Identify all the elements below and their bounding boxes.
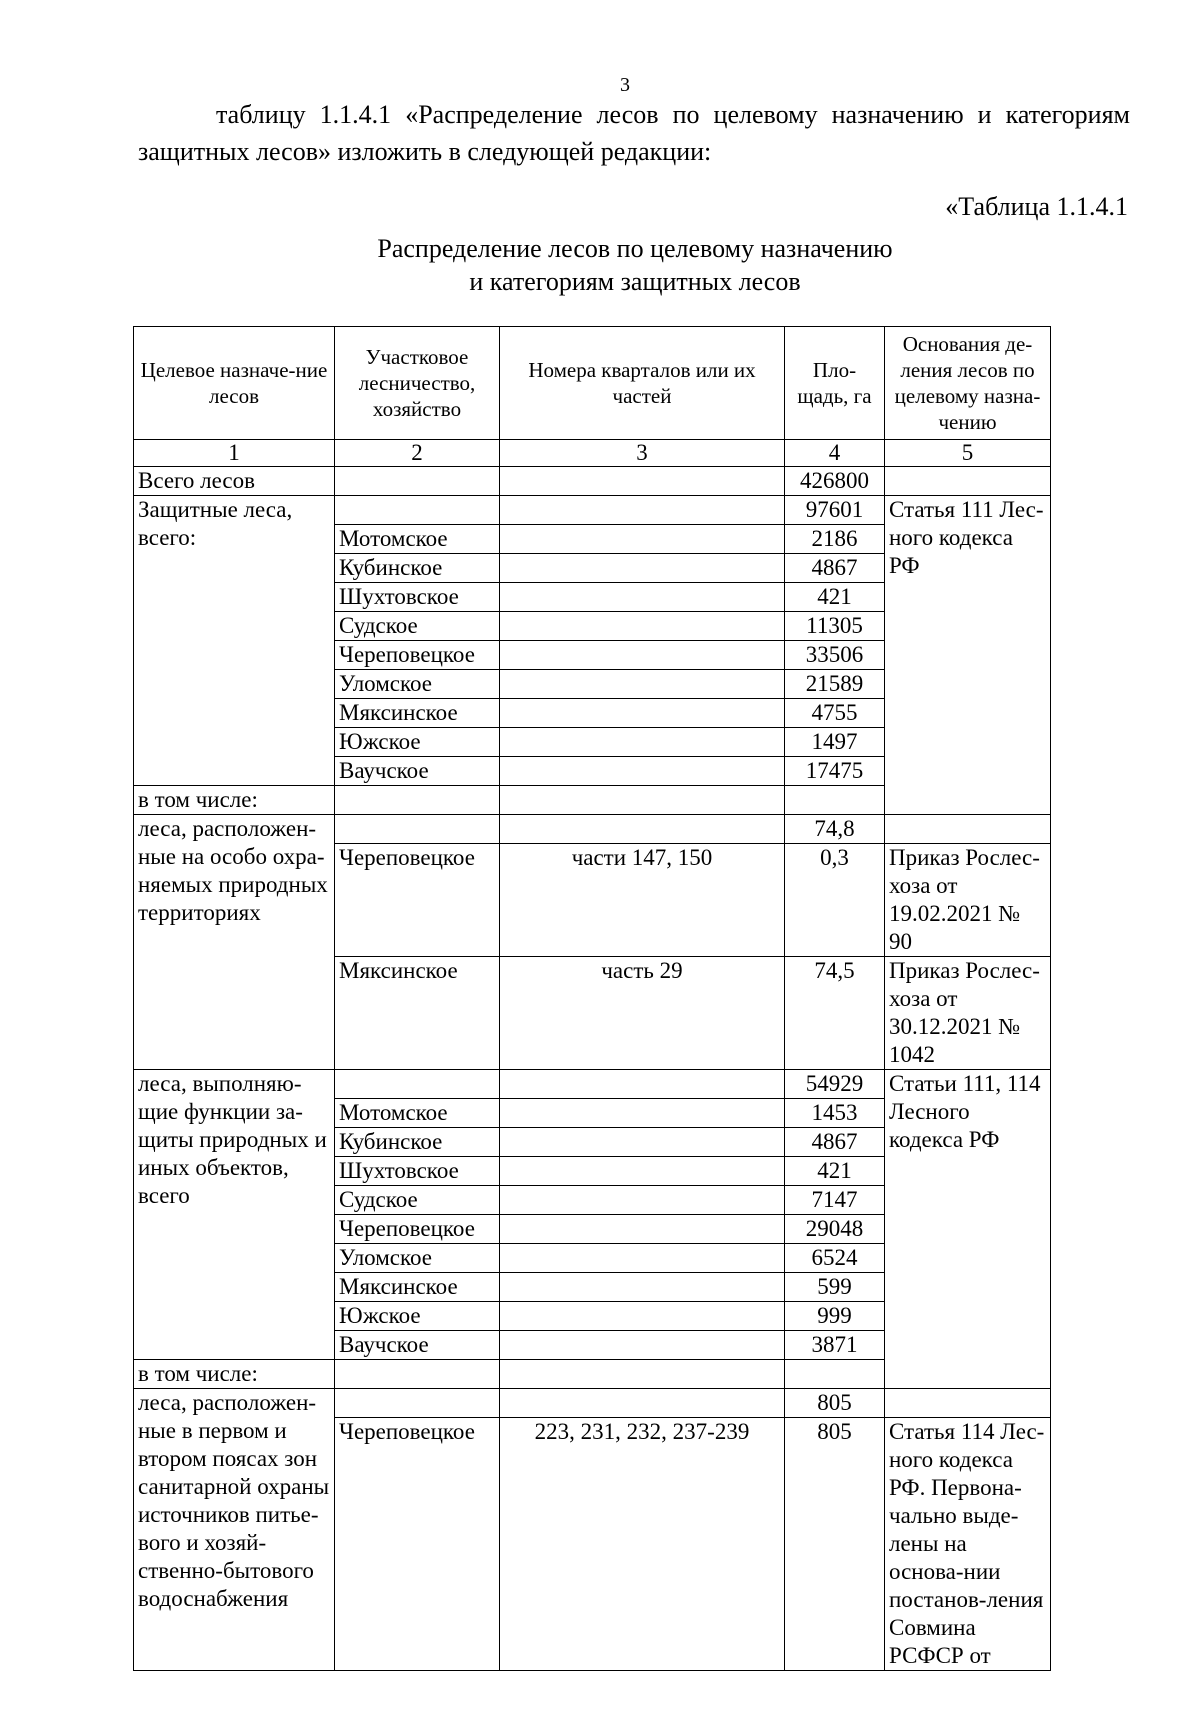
district-area: 6524 xyxy=(785,1244,885,1273)
district-name: Кубинское xyxy=(335,1128,500,1157)
table-row-oopt xyxy=(134,815,1051,844)
district-area: 0,3 xyxy=(785,844,885,957)
protective-basis: Статья 111 Лес-ного кодекса РФ xyxy=(885,496,1051,815)
district-area: 999 xyxy=(785,1302,885,1331)
district-area: 1453 xyxy=(785,1099,885,1128)
district-name: Ваучское xyxy=(335,757,500,786)
protective-label: Защитные леса, всего: xyxy=(134,496,335,786)
quarters: части 147, 150 xyxy=(500,844,785,957)
intro-text: таблицу 1.1.4.1 «Распределение лесов по целевому назначению и категориям защитных лесов» изложить в следующей редакции: xyxy=(138,100,1130,166)
district-name: Кубинское xyxy=(335,554,500,583)
district-area: 1497 xyxy=(785,728,885,757)
district-name: Уломское xyxy=(335,1244,500,1273)
col-number: 1 xyxy=(134,440,335,467)
district-area: 4867 xyxy=(785,1128,885,1157)
table-row-protective xyxy=(134,496,1051,525)
sanitary-label: леса, расположен-ные в первом и втором поясах зон санитарной охраны источников питье-вого и хозяй-ственно-бытового водоснабжения xyxy=(134,1389,335,1671)
col-number: 5 xyxy=(885,440,1051,467)
header-quarters: Номера кварталов или их частей xyxy=(500,327,785,440)
table-title xyxy=(340,232,930,298)
district-name: Шухтовское xyxy=(335,583,500,612)
header-district: Участковое лесничество, хозяйство xyxy=(335,327,500,440)
forest-distribution-table xyxy=(133,326,1051,1671)
total-label: Всего лесов xyxy=(134,467,335,496)
district-area: 7147 xyxy=(785,1186,885,1215)
district-name: Мотомское xyxy=(335,525,500,554)
table-title-line-2: и категориям защитных лесов xyxy=(469,267,801,296)
total-area: 426800 xyxy=(785,467,885,496)
header-basis: Основания де-ления лесов по целевому назна-чению xyxy=(885,327,1051,440)
oopt-label: леса, расположен-ные на особо охра-няемых природных территориях xyxy=(134,815,335,1070)
header-purpose: Целевое назначе-ние лесов xyxy=(134,327,335,440)
district-name: Мяксинское xyxy=(335,699,500,728)
quarters: 223, 231, 232, 237-239 xyxy=(500,1418,785,1671)
district-name: Череповецкое xyxy=(335,641,500,670)
col-number: 3 xyxy=(500,440,785,467)
table-row-functions xyxy=(134,1070,1051,1099)
district-area: 805 xyxy=(785,1418,885,1671)
table-row-sanitary xyxy=(134,1389,1051,1418)
district-name: Уломское xyxy=(335,670,500,699)
quarters: часть 29 xyxy=(500,957,785,1070)
header-row xyxy=(134,327,1051,440)
district-area: 33506 xyxy=(785,641,885,670)
functions-basis: Статьи 111, 114 Лесного кодекса РФ xyxy=(885,1070,1051,1389)
district-area: 421 xyxy=(785,583,885,612)
district-area: 21589 xyxy=(785,670,885,699)
district-name: Мяксинское xyxy=(335,1273,500,1302)
district-area: 3871 xyxy=(785,1331,885,1360)
col-number: 2 xyxy=(335,440,500,467)
oopt-basis: Приказ Рослес-хоза от 30.12.2021 № 1042 xyxy=(885,957,1051,1070)
district-name: Мяксинское xyxy=(335,957,500,1070)
sanitary-area: 805 xyxy=(785,1389,885,1418)
table-title-line-1: Распределение лесов по целевому назначению xyxy=(377,234,893,263)
district-area: 421 xyxy=(785,1157,885,1186)
sanitary-basis: Статья 114 Лес-ного кодекса РФ. Первона-чально выде-лены на основа-нии постанов-ления Совмина РСФСР от xyxy=(885,1418,1051,1671)
district-area: 2186 xyxy=(785,525,885,554)
oopt-area: 74,8 xyxy=(785,815,885,844)
district-name: Шухтовское xyxy=(335,1157,500,1186)
oopt-basis: Приказ Рослес-хоза от 19.02.2021 № 90 xyxy=(885,844,1051,957)
including-label: в том числе: xyxy=(134,1360,335,1389)
district-name: Южское xyxy=(335,1302,500,1331)
district-name: Череповецкое xyxy=(335,1215,500,1244)
district-name: Ваучское xyxy=(335,1331,500,1360)
protective-area: 97601 xyxy=(785,496,885,525)
functions-label: леса, выполняю-щие функции за-щиты природных и иных объектов, всего xyxy=(134,1070,335,1360)
district-area: 17475 xyxy=(785,757,885,786)
district-area: 4755 xyxy=(785,699,885,728)
district-area: 29048 xyxy=(785,1215,885,1244)
district-name: Череповецкое xyxy=(335,844,500,957)
including-label: в том числе: xyxy=(134,786,335,815)
col-number: 4 xyxy=(785,440,885,467)
column-numbers-row xyxy=(134,440,1051,467)
intro-paragraph xyxy=(138,96,1130,170)
district-area: 599 xyxy=(785,1273,885,1302)
functions-area: 54929 xyxy=(785,1070,885,1099)
district-area: 11305 xyxy=(785,612,885,641)
district-name: Судское xyxy=(335,612,500,641)
district-name: Череповецкое xyxy=(335,1418,500,1671)
district-name: Южское xyxy=(335,728,500,757)
district-name: Судское xyxy=(335,1186,500,1215)
table-row-total xyxy=(134,467,1051,496)
district-area: 74,5 xyxy=(785,957,885,1070)
district-name: Мотомское xyxy=(335,1099,500,1128)
table-label: «Таблица 1.1.4.1 xyxy=(945,192,1128,221)
page-number: 3 xyxy=(620,74,630,96)
district-area: 4867 xyxy=(785,554,885,583)
header-area: Пло-щадь, га xyxy=(785,327,885,440)
